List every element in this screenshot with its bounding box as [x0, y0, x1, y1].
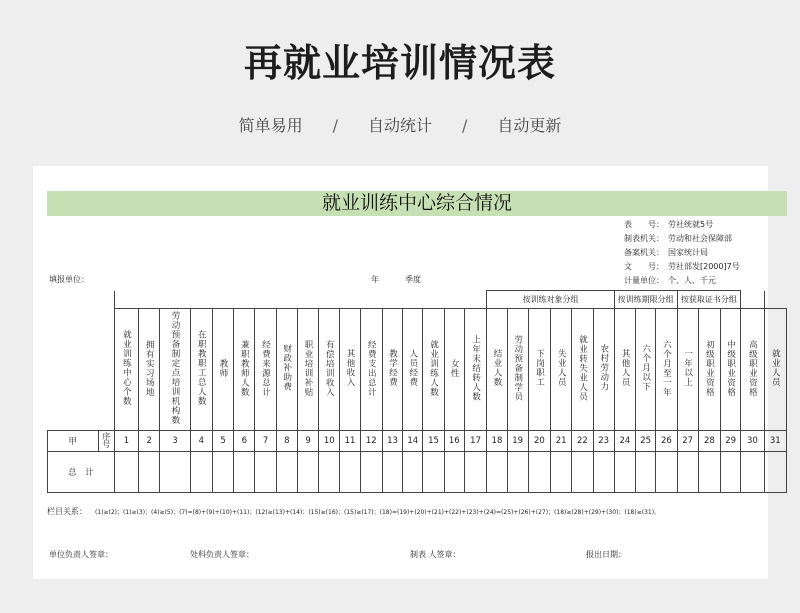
table-cell[interactable] [636, 452, 656, 493]
col-number: 21 [551, 431, 572, 452]
group-training-target: 按训练对象分组 [487, 291, 614, 309]
table-cell[interactable] [464, 452, 486, 493]
col-number: 27 [677, 431, 698, 452]
col-header: 教师 [212, 309, 233, 431]
col-header: 就业转失业人员 [572, 309, 593, 431]
col-header: 在职教职工总人数 [190, 309, 212, 431]
col-header: 高级职业资格 [741, 309, 764, 431]
group-training-period: 按训练期限分组 [614, 291, 677, 309]
table-row [48, 431, 787, 452]
col-header: 上年末结转人数 [464, 309, 486, 431]
table-cell[interactable] [764, 452, 786, 493]
table-cell[interactable] [382, 452, 402, 493]
meta-key: 备案机关： [624, 248, 664, 257]
table-cell[interactable] [593, 452, 614, 493]
table-cell[interactable] [319, 452, 340, 493]
col-number: 18 [487, 431, 507, 452]
table-cell[interactable] [551, 452, 572, 493]
table-cell[interactable] [114, 452, 138, 493]
col-header: 职业培训补贴 [297, 309, 318, 431]
col-header: 失业人员 [551, 309, 572, 431]
meta-key: 文 号： [624, 262, 664, 271]
col-number: 22 [572, 431, 593, 452]
row-label-seq: 序号 [98, 431, 114, 452]
meta-value: 劳动和社会保障部 [668, 234, 732, 243]
col-header: 兼职教师人数 [234, 309, 255, 431]
sheet-title: 就业训练中心综合情况 [47, 191, 787, 216]
table-cell[interactable] [139, 452, 160, 493]
col-header: 经费来源总计 [255, 309, 276, 431]
meta-filing [624, 247, 708, 258]
stats-table [47, 290, 787, 493]
col-number: 5 [212, 431, 233, 452]
table-cell[interactable] [656, 452, 677, 493]
table-cell[interactable] [340, 452, 360, 493]
col-header: 结业人数 [487, 309, 507, 431]
group-certificate: 按获取证书分组 [677, 291, 741, 309]
col-header: 其他人员 [614, 309, 635, 431]
col-number: 17 [464, 431, 486, 452]
col-header: 就业人员 [764, 309, 786, 431]
tag-separator: / [462, 116, 468, 135]
col-number: 10 [319, 431, 340, 452]
col-header: 女性 [444, 309, 464, 431]
fill-unit-label: 填报单位： [49, 275, 89, 284]
col-header: 中级职业资格 [721, 309, 741, 431]
col-number: 23 [593, 431, 614, 452]
meta-value: 个、人、千元 [668, 276, 716, 285]
col-header: 六个月以下 [636, 309, 656, 431]
meta-key: 表 号： [624, 220, 664, 229]
relation-text: (1)≥(2)；(1)≥(3)；(4)≥(5)；(7)=(8)+(9)+(10)+(11)；(12)≥(13)+(14)；(15)≥(16)；(15)≥(17)；(18)=(19)+(20)+(21)+(22)+(23)+(24)=(25)+(26)+(27)；(18)≥(28)+(29)+(30)；(18)≥(31)。 [95, 509, 661, 516]
col-header: 有偿培训收入 [319, 309, 340, 431]
col-number: 24 [614, 431, 635, 452]
relation-label: 栏目关系： [47, 507, 87, 516]
col-header: 人员经费 [403, 309, 423, 431]
col-header: 农村劳动力 [593, 309, 614, 431]
table-cell[interactable] [190, 452, 212, 493]
tag-easy: 简单易用 [238, 116, 303, 135]
table-cell[interactable] [677, 452, 698, 493]
col-number: 2 [139, 431, 160, 452]
table-cell[interactable] [741, 452, 764, 493]
col-number: 25 [636, 431, 656, 452]
col-number: 15 [423, 431, 444, 452]
meta-value: 劳社部发[2000]7号 [668, 262, 740, 271]
col-number: 4 [190, 431, 212, 452]
col-header: 下岗职工 [528, 309, 550, 431]
col-number: 19 [507, 431, 528, 452]
table-cell[interactable] [528, 452, 550, 493]
col-number: 29 [721, 431, 741, 452]
table-cell[interactable] [423, 452, 444, 493]
col-header: 教学经费 [382, 309, 402, 431]
col-number: 9 [297, 431, 318, 452]
sign-maker: 制表 人签章： [410, 550, 461, 559]
col-number: 7 [255, 431, 276, 452]
col-number: 31 [764, 431, 786, 452]
table-cell[interactable] [721, 452, 741, 493]
col-header: 劳动预备制定点培训机构数 [160, 309, 190, 431]
col-number: 12 [360, 431, 382, 452]
feature-tags [0, 113, 800, 136]
col-number: 28 [698, 431, 720, 452]
row-label-jia: 甲 [48, 431, 99, 452]
col-header: 其他收入 [340, 309, 360, 431]
header-spacer [114, 291, 487, 309]
col-number: 14 [403, 431, 423, 452]
col-header: 经费支出总计 [360, 309, 382, 431]
sign-unit-head: 单位负责人签章： [49, 550, 113, 559]
page-title: 再就业培训情况表 [243, 41, 556, 85]
table-cell[interactable] [212, 452, 233, 493]
col-header: 拥有实习场地 [139, 309, 160, 431]
col-header: 劳动预备制学员 [507, 309, 528, 431]
col-number: 3 [160, 431, 190, 452]
table-cell[interactable] [360, 452, 382, 493]
header-spacer [741, 291, 764, 309]
col-header: 初级职业资格 [698, 309, 720, 431]
col-header: 一年以上 [677, 309, 698, 431]
tag-separator: / [332, 116, 338, 135]
table-cell[interactable] [160, 452, 190, 493]
meta-value: 国家统计局 [668, 248, 708, 257]
table-cell[interactable] [572, 452, 593, 493]
meta-key: 计量单位： [624, 276, 664, 285]
table-cell[interactable] [276, 452, 297, 493]
report-date: 报出日期： [586, 550, 626, 559]
meta-issuer [624, 233, 732, 244]
col-header: 就业训练中心个数 [114, 309, 138, 431]
table-row-total [48, 452, 787, 493]
col-number: 11 [340, 431, 360, 452]
tag-auto-update: 自动更新 [497, 116, 562, 135]
row-label-total: 总 计 [48, 452, 115, 493]
table-cell[interactable] [507, 452, 528, 493]
table-cell[interactable] [698, 452, 720, 493]
table-cell[interactable] [487, 452, 507, 493]
table-cell[interactable] [403, 452, 423, 493]
table-cell[interactable] [297, 452, 318, 493]
col-number: 16 [444, 431, 464, 452]
table-cell[interactable] [255, 452, 276, 493]
col-number: 1 [114, 431, 138, 452]
meta-doc-no [624, 261, 740, 272]
col-number: 30 [741, 431, 764, 452]
col-number: 26 [656, 431, 677, 452]
meta-key: 制表机关： [624, 234, 664, 243]
quarter-label: 季度 [405, 275, 421, 284]
col-number: 8 [276, 431, 297, 452]
corner-cell [48, 291, 115, 431]
col-number: 20 [528, 431, 550, 452]
table-cell[interactable] [444, 452, 464, 493]
col-header: 六个月至一年 [656, 309, 677, 431]
table-cell[interactable] [614, 452, 635, 493]
year-label: 年 [371, 275, 379, 284]
col-header: 财政补助费 [276, 309, 297, 431]
spreadsheet-sheet [33, 166, 781, 579]
meta-unit [624, 275, 716, 286]
col-header: 就业训练人数 [423, 309, 444, 431]
col-number: 13 [382, 431, 402, 452]
meta-value: 劳社统就5号 [668, 220, 714, 229]
meta-form-no [624, 219, 713, 230]
col-number: 6 [234, 431, 255, 452]
tag-auto-stat: 自动统计 [367, 116, 432, 135]
table-cell[interactable] [234, 452, 255, 493]
sign-dept-head: 处科负责人签章： [190, 550, 254, 559]
